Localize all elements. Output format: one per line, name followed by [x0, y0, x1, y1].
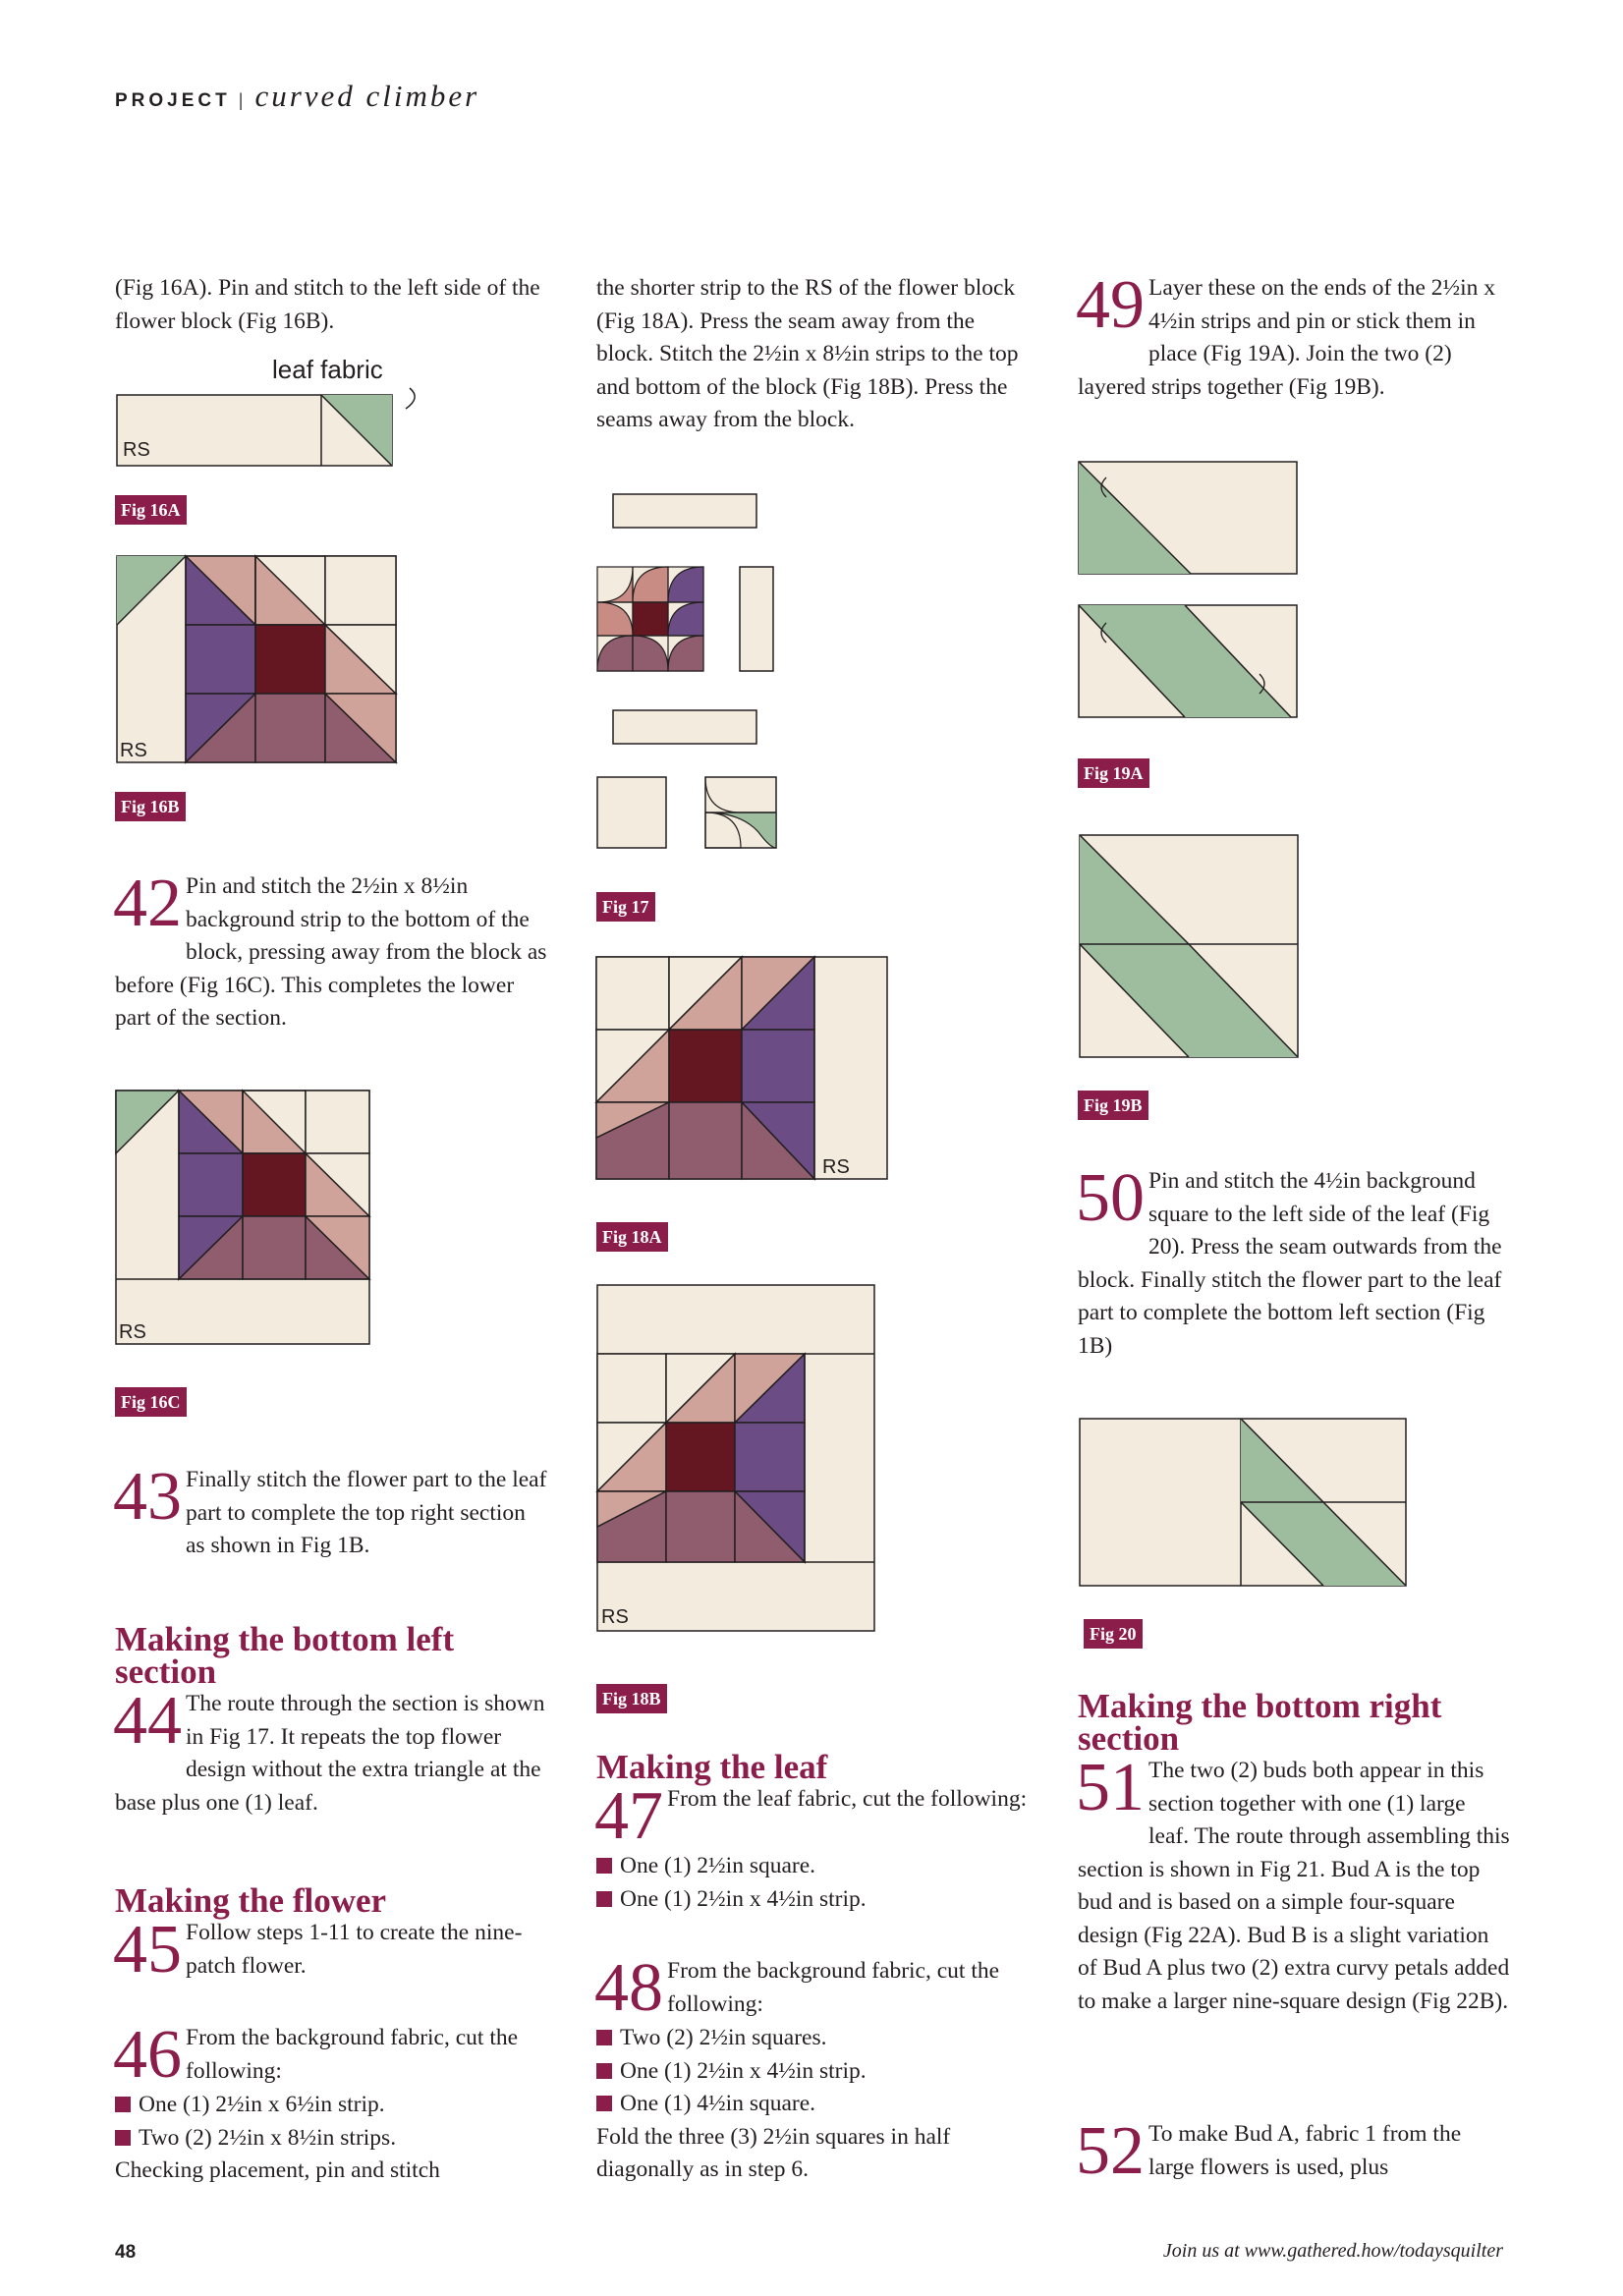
rs-label: RS	[120, 740, 147, 761]
fig-19a-diagram	[1077, 460, 1313, 725]
fig-19b-diagram	[1078, 833, 1304, 1061]
step-number: 45	[113, 1912, 182, 1988]
rs-label: RS	[822, 1156, 850, 1178]
fig-20-label: Fig 20	[1084, 1619, 1143, 1649]
step-number: 51	[1076, 1750, 1145, 1825]
fig-16c-label: Fig 16C	[115, 1387, 187, 1417]
heading-leaf: Making the leaf	[596, 1748, 828, 1786]
page-number: 48	[115, 2242, 137, 2263]
rs-label: RS	[601, 1606, 629, 1628]
patch	[186, 625, 255, 694]
heading-bottom-left: Making the bottom left section	[115, 1620, 455, 1691]
patch	[325, 556, 396, 625]
fig-19a-label: Fig 19A	[1078, 758, 1149, 788]
list-item	[596, 1850, 1029, 1883]
patch	[669, 1102, 742, 1179]
fig-17-diagram	[589, 486, 806, 860]
step-text: From the background fabric, cut the following:	[667, 1958, 1000, 2017]
leaf-unit	[705, 777, 776, 848]
fig-16c-diagram	[116, 1089, 381, 1346]
patch	[742, 1030, 814, 1102]
bullet-icon	[596, 1891, 612, 1907]
step-number: 49	[1076, 267, 1145, 343]
list-item	[115, 2089, 547, 2122]
list-item-text: One (1) 2½in square.	[620, 1853, 816, 1878]
top-strip	[613, 494, 756, 528]
nine-patch	[597, 1354, 805, 1562]
step-43-body: Finally stitch the flower part to the leaf part to complete the top right section as shown in Fig 1B.	[186, 1467, 547, 1558]
bullet-icon	[115, 2130, 131, 2146]
step-text: Pin and stitch the 4½in background square to the left side of the leaf (Fig 20). Press the seam outwards from the block. Finally stitch the flower part to the leaf part to complete the bottom left section (Fig 1B)	[1078, 1168, 1502, 1359]
list-item	[596, 2088, 1029, 2121]
step-51	[1076, 1750, 1510, 2018]
col2-intro	[596, 272, 1029, 437]
continued-text: Fold the three (3) 2½in squares in half diagonally as in step 6.	[596, 2123, 951, 2182]
fig-16a-diagram	[115, 354, 410, 472]
step-number: 48	[594, 1950, 663, 2026]
list-item-text: Two (2) 2½in squares.	[620, 2025, 827, 2050]
fig-18a-diagram	[596, 951, 891, 1183]
step-text: The two (2) buds both appear in this section together with one (1) large leaf. The route through assembling this section is shown in Fig 21. Bud A is the top bud and is based on a simple four-square design (Fig 22A). Bud B is a slight variation of Bud A plus two (2) extra curvy petals added to make a larger nine-square design (Fig 22B).	[1078, 1758, 1510, 2014]
rs-label: RS	[119, 1321, 146, 1343]
fig-20-diagram	[1078, 1417, 1412, 1590]
step-48	[594, 1950, 1029, 2187]
list-item	[596, 2055, 1029, 2089]
step-44	[113, 1683, 547, 1820]
continued-text: Checking placement, pin and stitch	[115, 2157, 440, 2183]
patch	[666, 1491, 735, 1562]
patch	[596, 957, 669, 1030]
bullet-icon	[596, 2030, 612, 2045]
section-bottom-right	[1076, 1687, 1510, 2018]
fig-17-label: Fig 17	[596, 892, 655, 922]
heading-bottom-right: Making the bottom right section	[1078, 1687, 1442, 1758]
step-42	[113, 866, 547, 1036]
step-text: Follow steps 1-11 to create the nine-patch flower.	[186, 1920, 523, 1979]
col1-intro	[115, 272, 547, 338]
mini-center	[633, 602, 668, 636]
list-item-text: One (1) 2½in x 4½in strip.	[620, 1885, 867, 1912]
heading-flower: Making the flower	[115, 1881, 387, 1920]
bullet-icon	[596, 1858, 612, 1874]
step-text: The route through the section is shown in Fig 17. It repeats the top flower design without the extra triangle at the base plus one (1) leaf.	[115, 1691, 545, 1816]
running-header	[115, 79, 479, 114]
leaf-fabric-arrow	[406, 388, 415, 409]
step-52	[1076, 2113, 1510, 2189]
patch-center	[666, 1423, 735, 1491]
step-45	[113, 1912, 547, 1988]
step-number: 47	[594, 1778, 663, 1854]
step-50	[1076, 1160, 1510, 1363]
fig-19b-label: Fig 19B	[1078, 1091, 1148, 1120]
step-number: 43	[113, 1459, 182, 1535]
step-49	[1076, 267, 1510, 404]
bottom-strip	[613, 710, 756, 744]
patch	[306, 1091, 369, 1153]
patch-center	[243, 1153, 306, 1216]
col2-intro-text: the shorter strip to the RS of the flower block (Fig 18A). Press the seam away from the block. Stitch the 2½in x 8½in strips to the top and bottom of the block (Fig 18B). Press the seams away from the block.	[596, 275, 1019, 432]
mini-flower-block	[597, 567, 703, 671]
header-separator: |	[238, 90, 248, 110]
step-text: Pin and stitch the 2½in x 8½in background strip to the bottom of the block, pressing away from the block as before (Fig 16C). This completes the lower part of the section.	[115, 873, 547, 1031]
col1-intro-text: (Fig 16A). Pin and stitch to the left side of the flower block (Fig 16B).	[115, 275, 540, 334]
patch-center	[669, 1030, 742, 1102]
footer-link[interactable]: Join us at www.gathered.how/todaysquilter	[1162, 2240, 1503, 2262]
patch	[243, 1216, 306, 1279]
patch	[735, 1423, 805, 1491]
fig-18b-label: Fig 18B	[596, 1684, 667, 1713]
fig-16b-label: Fig 16B	[115, 792, 186, 821]
step-number: 52	[1076, 2113, 1145, 2189]
step-number: 44	[113, 1683, 182, 1759]
side-strip	[740, 567, 773, 671]
nine-patch	[596, 957, 814, 1179]
section-leaf	[594, 1748, 1029, 1916]
list-item-text: One (1) 2½in x 4½in strip.	[620, 2057, 867, 2084]
list-item	[596, 2022, 1029, 2055]
list-item	[596, 1883, 1029, 1917]
step-number: 42	[113, 866, 182, 941]
header-title: curved climber	[254, 79, 480, 113]
section-flower	[113, 1881, 547, 1988]
patch	[597, 1354, 666, 1423]
patch	[179, 1153, 243, 1216]
step-number: 46	[113, 2017, 182, 2093]
list-item-text: One (1) 2½in x 6½in strip.	[139, 2092, 385, 2117]
step-text: To make Bud A, fabric 1 from the large flowers is used, plus	[1148, 2121, 1462, 2180]
leaf-fabric-label: leaf fabric	[272, 355, 383, 384]
rs-label: RS	[123, 439, 150, 461]
list-item-text: One (1) 4½in square.	[620, 2091, 816, 2116]
step-text: Layer these on the ends of the 2½in x 4½in strips and pin or stick them in place (Fig 19A). Join the two (2) layered strips together (Fig 19B).	[1078, 275, 1496, 400]
bullet-icon	[596, 2096, 612, 2111]
step-47	[594, 1778, 1029, 1916]
patch	[255, 694, 325, 762]
bullet-icon	[596, 2063, 612, 2079]
fig-18a-label: Fig 18A	[596, 1222, 668, 1252]
patch-center	[255, 625, 325, 694]
background-square	[597, 777, 666, 848]
list-item	[115, 2122, 547, 2156]
step-46	[113, 2017, 547, 2188]
step-text: From the leaf fabric, cut the following:	[667, 1786, 1028, 1812]
header-section: PROJECT	[115, 90, 231, 111]
fig-16b-diagram	[117, 550, 402, 766]
step-number: 50	[1076, 1160, 1145, 1236]
step-43	[113, 1459, 547, 1563]
list-item-text: Two (2) 2½in x 8½in strips.	[139, 2124, 397, 2151]
section-bottom-left	[113, 1620, 547, 1820]
step-text: From the background fabric, cut the following:	[186, 2025, 519, 2084]
bullet-icon	[115, 2097, 131, 2112]
fig-16a-label: Fig 16A	[115, 495, 187, 525]
fig-18b-diagram	[597, 1283, 882, 1633]
